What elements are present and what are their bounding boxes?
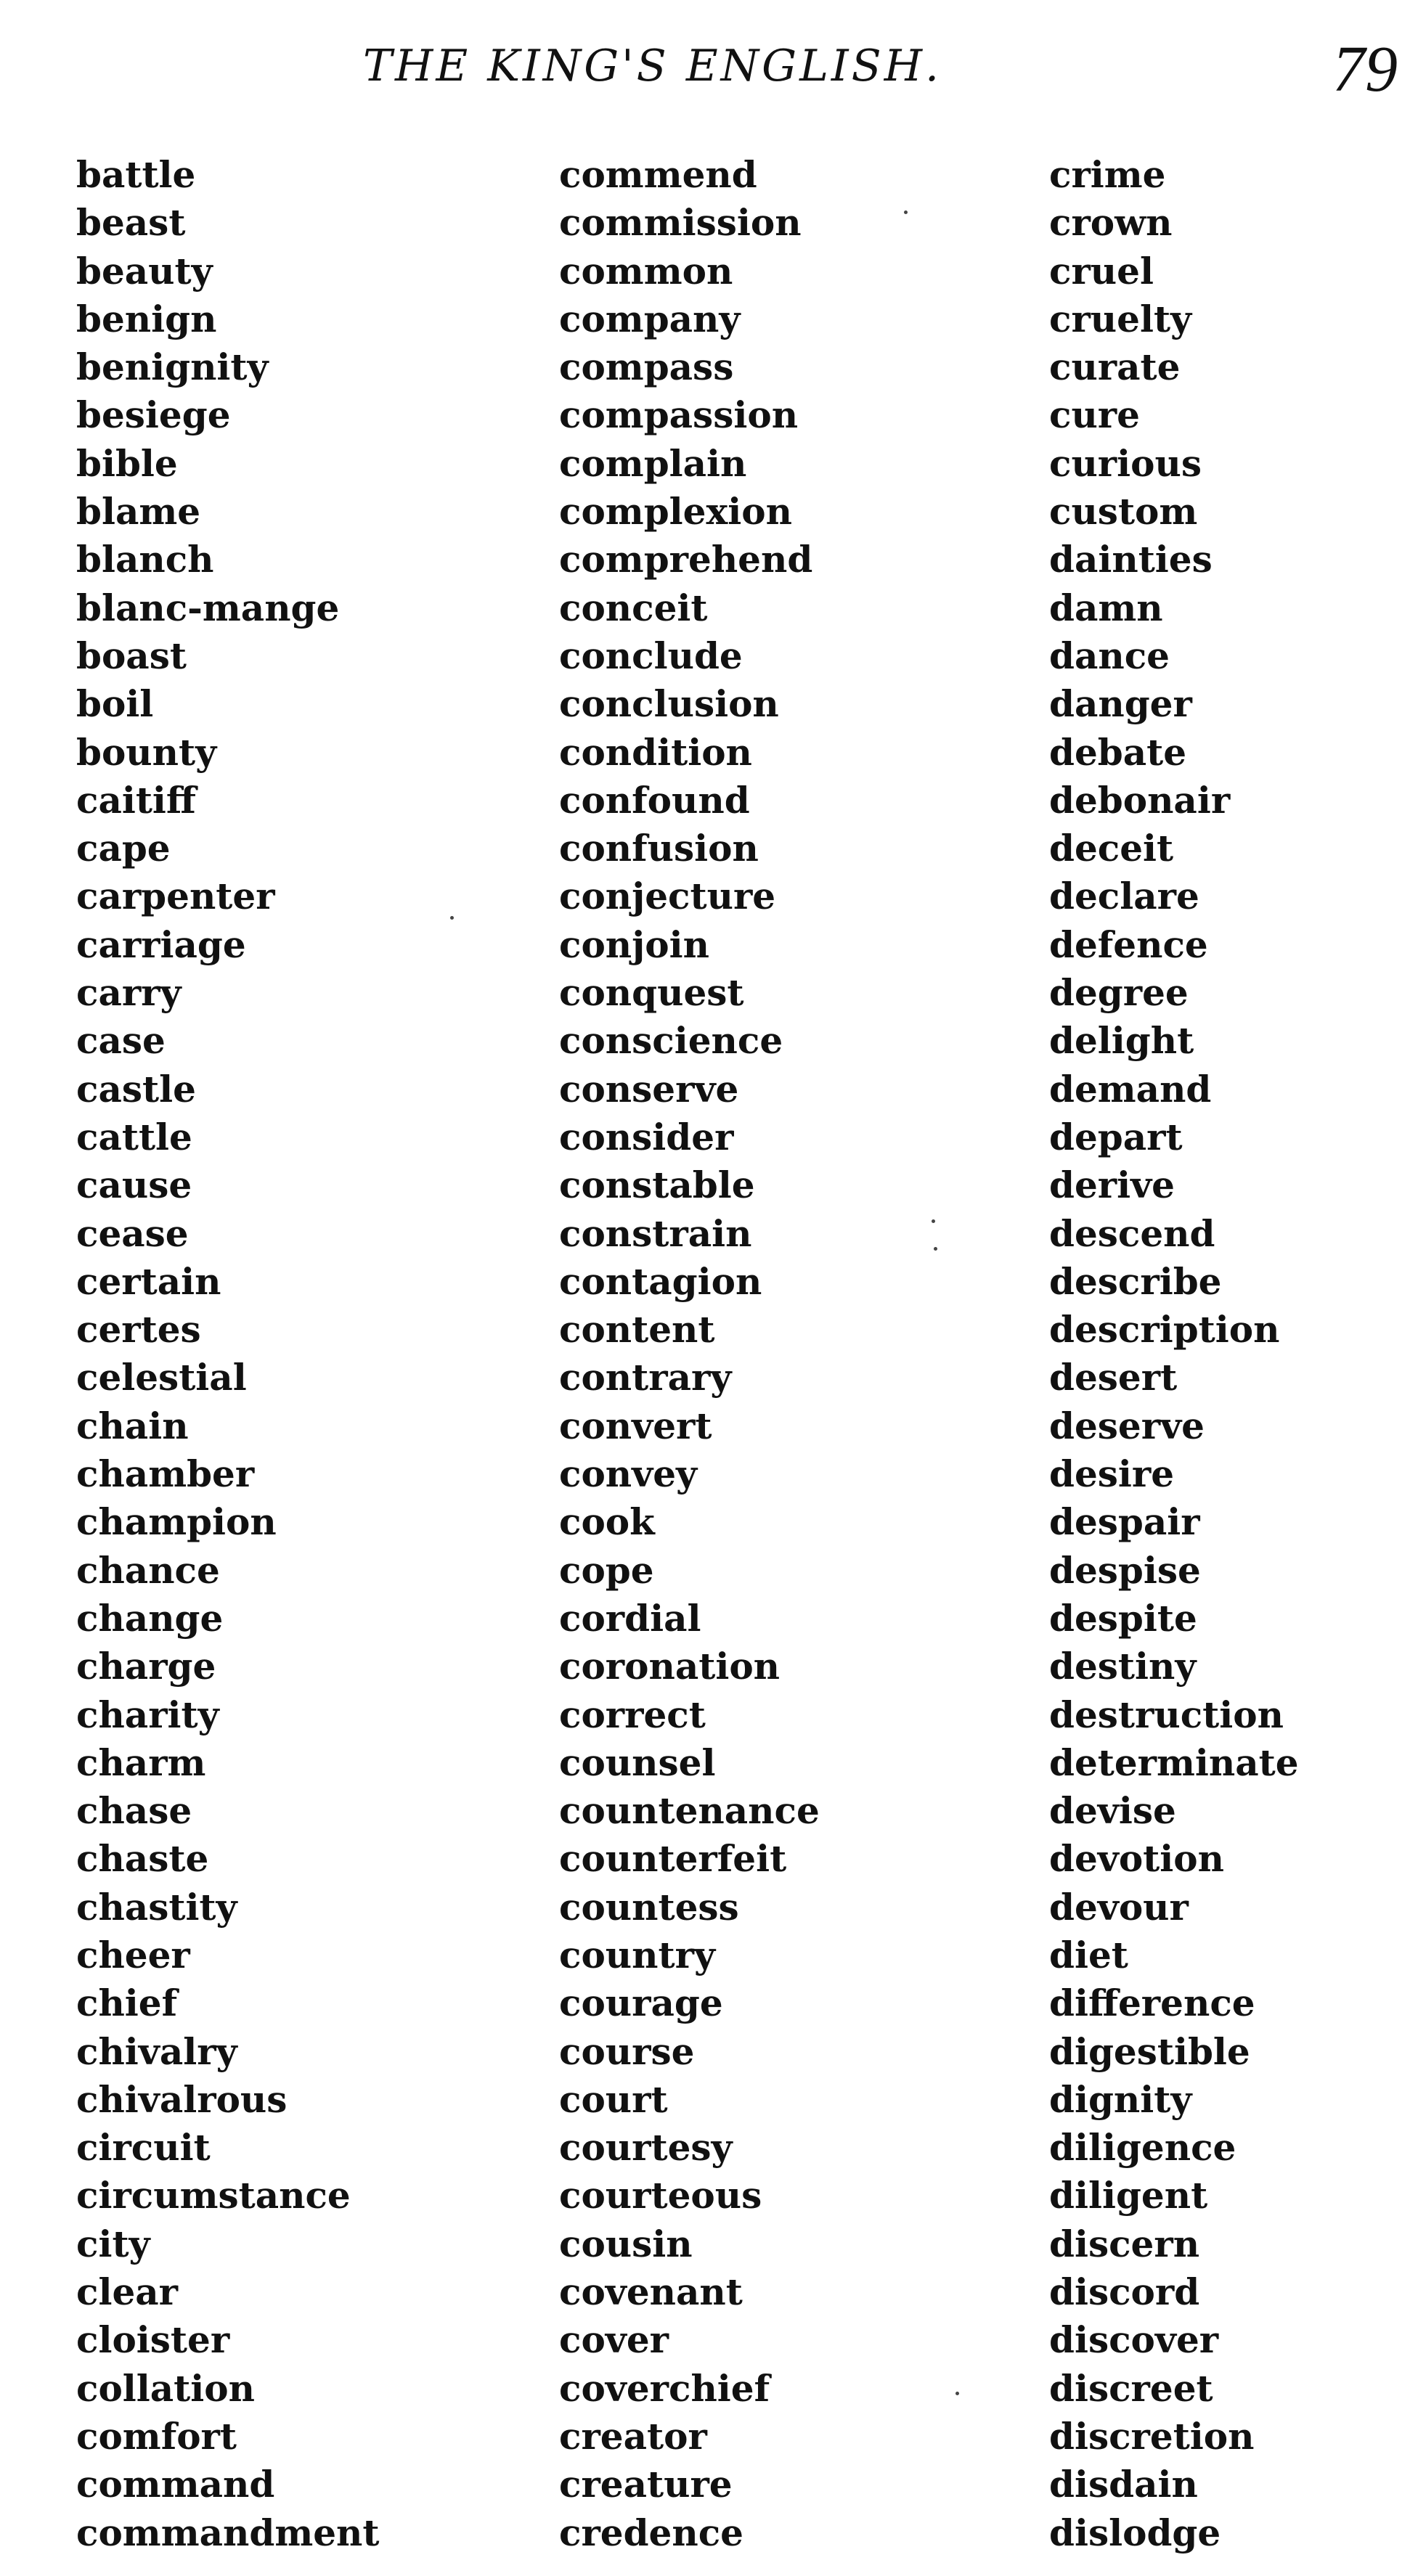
- word-entry: company: [559, 297, 741, 340]
- word-entry: descend: [1049, 1211, 1215, 1255]
- word-entry: certes: [76, 1308, 201, 1352]
- word-entry: counterfeit: [559, 1837, 787, 1881]
- word-entry: certain: [76, 1259, 221, 1303]
- word-entry: complain: [559, 441, 747, 485]
- word-entry: benignity: [76, 345, 269, 389]
- word-entry: demand: [1049, 1067, 1212, 1111]
- word-entry: charm: [76, 1741, 206, 1784]
- word-entry: chaste: [76, 1837, 209, 1881]
- word-entry: country: [559, 1933, 715, 1976]
- word-entry: collation: [76, 2366, 255, 2410]
- word-entry: celestial: [76, 1356, 247, 1399]
- word-column-3: [1049, 151, 1299, 2557]
- word-entry: compassion: [559, 393, 799, 437]
- word-entry: cloister: [76, 2318, 230, 2362]
- word-entry: description: [1049, 1308, 1280, 1352]
- word-entry: despise: [1049, 1548, 1201, 1592]
- word-entry: court: [559, 2077, 668, 2121]
- word-entry: declare: [1049, 875, 1199, 918]
- word-entry: digestible: [1049, 2029, 1250, 2073]
- print-speck: [450, 916, 454, 920]
- word-entry: disdain: [1049, 2463, 1198, 2506]
- word-entry: danger: [1049, 682, 1192, 726]
- word-entry: cause: [76, 1164, 192, 1207]
- word-entry: cheer: [76, 1933, 190, 1976]
- word-entry: carriage: [76, 923, 246, 966]
- word-entry: covenant: [559, 2270, 743, 2314]
- word-entry: carry: [76, 971, 182, 1015]
- word-entry: despair: [1049, 1500, 1200, 1544]
- word-entry: counsel: [559, 1741, 716, 1784]
- word-entry: degree: [1049, 971, 1189, 1015]
- word-entry: diet: [1049, 1933, 1128, 1976]
- word-entry: chivalry: [76, 2029, 237, 2073]
- word-entry: convert: [559, 1404, 712, 1447]
- word-entry: coronation: [559, 1645, 781, 1688]
- word-entry: countenance: [559, 1789, 820, 1833]
- word-entry: crime: [1049, 153, 1166, 196]
- word-entry: discord: [1049, 2270, 1200, 2314]
- word-entry: dance: [1049, 634, 1170, 677]
- word-entry: custom: [1049, 490, 1198, 533]
- word-entry: cruelty: [1049, 297, 1192, 340]
- word-entry: damn: [1049, 586, 1163, 629]
- word-entry: charge: [76, 1645, 216, 1688]
- word-entry: chase: [76, 1789, 192, 1833]
- page-number: 79: [1332, 33, 1398, 105]
- word-entry: devotion: [1049, 1837, 1224, 1881]
- word-entry: countess: [559, 1885, 739, 1929]
- word-entry: contrary: [559, 1356, 732, 1399]
- word-entry: constrain: [559, 1211, 752, 1255]
- word-entry: dislodge: [1049, 2511, 1221, 2554]
- print-speck: [955, 2392, 959, 2395]
- word-entry: bounty: [76, 730, 217, 774]
- word-entry: determinate: [1049, 1741, 1299, 1784]
- word-column-1: [76, 151, 379, 2557]
- word-entry: dignity: [1049, 2077, 1192, 2121]
- word-entry: confound: [559, 778, 750, 822]
- word-entry: discreet: [1049, 2366, 1213, 2410]
- word-entry: cattle: [76, 1115, 192, 1158]
- word-entry: comprehend: [559, 538, 813, 581]
- word-entry: coverchief: [559, 2366, 770, 2410]
- word-entry: debonair: [1049, 778, 1231, 822]
- word-entry: beauty: [76, 249, 213, 293]
- word-entry: discover: [1049, 2318, 1219, 2362]
- word-entry: debate: [1049, 730, 1187, 774]
- word-entry: constable: [559, 1164, 755, 1207]
- word-entry: correct: [559, 1693, 706, 1736]
- word-entry: cousin: [559, 2222, 693, 2265]
- word-entry: conserve: [559, 1067, 739, 1111]
- word-entry: devise: [1049, 1789, 1176, 1833]
- word-entry: clear: [76, 2270, 178, 2314]
- word-entry: boil: [76, 682, 154, 726]
- word-entry: circumstance: [76, 2174, 351, 2217]
- word-entry: condition: [559, 730, 752, 774]
- word-entry: bible: [76, 441, 178, 485]
- running-title: THE KING'S ENGLISH.: [363, 41, 942, 91]
- word-entry: devour: [1049, 1885, 1189, 1929]
- word-entry: conquest: [559, 971, 744, 1015]
- word-entry: castle: [76, 1067, 196, 1111]
- word-entry: crown: [1049, 201, 1173, 245]
- word-entry: complexion: [559, 490, 792, 533]
- word-entry: desert: [1049, 1356, 1178, 1399]
- word-entry: chance: [76, 1548, 220, 1592]
- word-entry: course: [559, 2029, 695, 2073]
- word-entry: battle: [76, 153, 196, 196]
- word-entry: courteous: [559, 2174, 762, 2217]
- word-entry: diligence: [1049, 2126, 1236, 2170]
- word-entry: courage: [559, 1982, 723, 2025]
- word-entry: diligent: [1049, 2174, 1208, 2217]
- word-entry: chain: [76, 1404, 189, 1447]
- word-entry: chastity: [76, 1885, 237, 1929]
- word-entry: beast: [76, 201, 186, 245]
- word-entry: commend: [559, 153, 757, 196]
- word-entry: cruel: [1049, 249, 1154, 293]
- word-entry: depart: [1049, 1115, 1183, 1158]
- word-entry: change: [76, 1596, 224, 1640]
- word-entry: defence: [1049, 923, 1208, 966]
- word-entry: courtesy: [559, 2126, 733, 2170]
- print-speck: [934, 1247, 937, 1251]
- word-entry: cape: [76, 827, 171, 870]
- running-head: [0, 30, 1418, 118]
- word-entry: destruction: [1049, 1693, 1284, 1736]
- word-entry: blanc-mange: [76, 586, 340, 629]
- word-entry: commandment: [76, 2511, 380, 2554]
- word-entry: commission: [559, 201, 802, 245]
- word-entry: despite: [1049, 1596, 1197, 1640]
- word-entry: boast: [76, 634, 187, 677]
- word-entry: command: [76, 2463, 275, 2506]
- word-entry: convey: [559, 1452, 698, 1496]
- word-entry: conjecture: [559, 875, 776, 918]
- word-entry: deceit: [1049, 827, 1174, 870]
- word-entry: describe: [1049, 1259, 1222, 1303]
- word-entry: besiege: [76, 393, 231, 437]
- word-entry: credence: [559, 2511, 743, 2554]
- word-entry: cease: [76, 1211, 189, 1255]
- word-entry: benign: [76, 297, 217, 340]
- word-entry: derive: [1049, 1164, 1175, 1207]
- word-entry: compass: [559, 345, 734, 389]
- word-entry: city: [76, 2222, 150, 2265]
- print-speck: [932, 1219, 935, 1223]
- word-entry: chamber: [76, 1452, 255, 1496]
- word-entry: conscience: [559, 1019, 783, 1063]
- word-entry: cope: [559, 1548, 654, 1592]
- word-entry: curious: [1049, 441, 1202, 485]
- word-entry: champion: [76, 1500, 277, 1544]
- word-entry: common: [559, 249, 733, 293]
- word-entry: conjoin: [559, 923, 709, 966]
- word-entry: conclude: [559, 634, 743, 677]
- word-entry: delight: [1049, 1019, 1194, 1063]
- word-entry: deserve: [1049, 1404, 1205, 1447]
- word-entry: curate: [1049, 345, 1181, 389]
- word-entry: blanch: [76, 538, 214, 581]
- word-entry: consider: [559, 1115, 734, 1158]
- word-entry: difference: [1049, 1982, 1255, 2025]
- word-entry: blame: [76, 490, 201, 533]
- word-entry: content: [559, 1308, 715, 1352]
- word-entry: creature: [559, 2463, 733, 2506]
- word-entry: discern: [1049, 2222, 1200, 2265]
- word-entry: cordial: [559, 1596, 701, 1640]
- word-entry: charity: [76, 1693, 219, 1736]
- print-speck: [904, 210, 908, 214]
- word-entry: cure: [1049, 393, 1140, 437]
- word-entry: carpenter: [76, 875, 275, 918]
- word-entry: cover: [559, 2318, 669, 2362]
- word-entry: cook: [559, 1500, 655, 1544]
- word-entry: dainties: [1049, 538, 1213, 581]
- word-entry: contagion: [559, 1259, 762, 1303]
- word-entry: chief: [76, 1982, 178, 2025]
- word-entry: creator: [559, 2414, 707, 2458]
- word-entry: caitiff: [76, 778, 196, 822]
- word-entry: conceit: [559, 586, 708, 629]
- word-entry: comfort: [76, 2414, 237, 2458]
- word-entry: chivalrous: [76, 2077, 288, 2121]
- word-entry: discretion: [1049, 2414, 1255, 2458]
- word-entry: case: [76, 1019, 166, 1063]
- word-entry: desire: [1049, 1452, 1175, 1496]
- word-entry: confusion: [559, 827, 759, 870]
- word-entry: conclusion: [559, 682, 779, 726]
- word-entry: circuit: [76, 2126, 211, 2170]
- word-column-2: [559, 151, 820, 2557]
- word-entry: destiny: [1049, 1645, 1197, 1688]
